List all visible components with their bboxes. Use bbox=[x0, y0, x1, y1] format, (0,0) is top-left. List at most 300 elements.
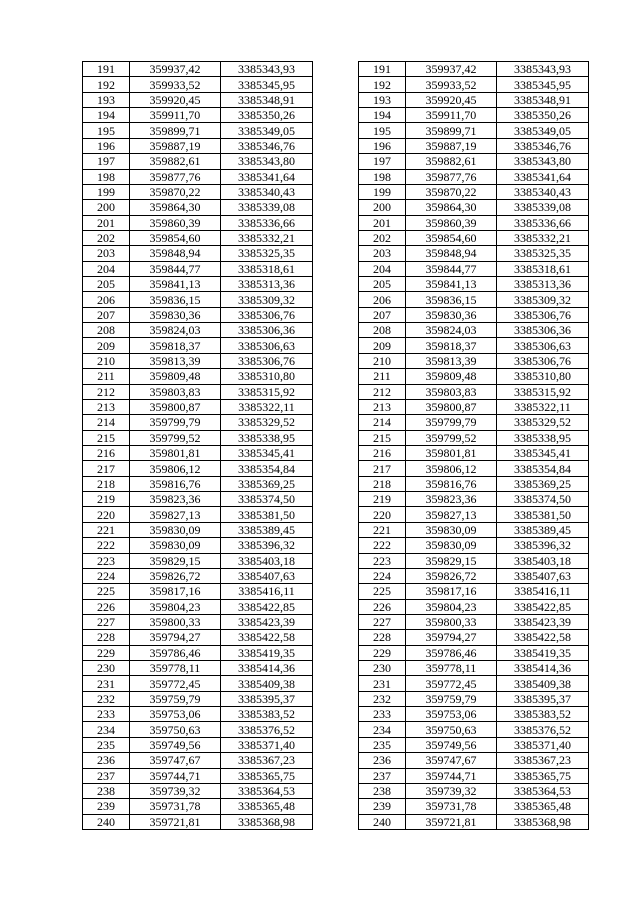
table-row bbox=[83, 138, 589, 153]
table-row bbox=[83, 92, 589, 107]
right-y-coordinate: 3385325,35 bbox=[497, 246, 589, 261]
left-y-coordinate: 3385365,48 bbox=[221, 799, 313, 814]
right-y-coordinate: 3385348,91 bbox=[497, 92, 589, 107]
left-point-number: 230 bbox=[83, 661, 130, 676]
left-point-number: 220 bbox=[83, 507, 130, 522]
table-row bbox=[83, 445, 589, 460]
table-row bbox=[83, 645, 589, 660]
left-y-coordinate: 3385409,38 bbox=[221, 676, 313, 691]
left-x-coordinate: 359836,15 bbox=[130, 292, 221, 307]
column-gap bbox=[313, 62, 359, 77]
right-x-coordinate: 359854,60 bbox=[406, 230, 497, 245]
right-y-coordinate: 3385350,26 bbox=[497, 108, 589, 123]
right-y-coordinate: 3385368,98 bbox=[497, 814, 589, 829]
left-point-number: 202 bbox=[83, 230, 130, 245]
right-x-coordinate: 359824,03 bbox=[406, 323, 497, 338]
column-gap bbox=[313, 338, 359, 353]
left-x-coordinate: 359731,78 bbox=[130, 799, 221, 814]
left-y-coordinate: 3385340,43 bbox=[221, 184, 313, 199]
right-x-coordinate: 359860,39 bbox=[406, 215, 497, 230]
column-gap bbox=[313, 154, 359, 169]
table-row bbox=[83, 230, 589, 245]
left-point-number: 194 bbox=[83, 108, 130, 123]
right-point-number: 207 bbox=[359, 307, 406, 322]
right-y-coordinate: 3385354,84 bbox=[497, 461, 589, 476]
right-y-coordinate: 3385381,50 bbox=[497, 507, 589, 522]
left-y-coordinate: 3385343,80 bbox=[221, 154, 313, 169]
right-point-number: 231 bbox=[359, 676, 406, 691]
right-y-coordinate: 3385414,36 bbox=[497, 661, 589, 676]
left-point-number: 222 bbox=[83, 538, 130, 553]
left-y-coordinate: 3385336,66 bbox=[221, 215, 313, 230]
right-point-number: 202 bbox=[359, 230, 406, 245]
left-x-coordinate: 359848,94 bbox=[130, 246, 221, 261]
table-row bbox=[83, 77, 589, 92]
table-row bbox=[83, 783, 589, 798]
right-x-coordinate: 359920,45 bbox=[406, 92, 497, 107]
right-point-number: 220 bbox=[359, 507, 406, 522]
left-point-number: 236 bbox=[83, 753, 130, 768]
right-x-coordinate: 359841,13 bbox=[406, 277, 497, 292]
left-x-coordinate: 359747,67 bbox=[130, 753, 221, 768]
column-gap bbox=[313, 645, 359, 660]
right-y-coordinate: 3385336,66 bbox=[497, 215, 589, 230]
column-gap bbox=[313, 476, 359, 491]
right-x-coordinate: 359829,15 bbox=[406, 553, 497, 568]
right-x-coordinate: 359844,77 bbox=[406, 261, 497, 276]
table-row bbox=[83, 722, 589, 737]
left-y-coordinate: 3385346,76 bbox=[221, 138, 313, 153]
left-x-coordinate: 359826,72 bbox=[130, 568, 221, 583]
right-y-coordinate: 3385313,36 bbox=[497, 277, 589, 292]
left-x-coordinate: 359809,48 bbox=[130, 369, 221, 384]
left-x-coordinate: 359801,81 bbox=[130, 445, 221, 460]
column-gap bbox=[313, 92, 359, 107]
right-y-coordinate: 3385346,76 bbox=[497, 138, 589, 153]
right-y-coordinate: 3385419,35 bbox=[497, 645, 589, 660]
right-point-number: 230 bbox=[359, 661, 406, 676]
table-row bbox=[83, 522, 589, 537]
left-y-coordinate: 3385414,36 bbox=[221, 661, 313, 676]
right-x-coordinate: 359817,16 bbox=[406, 584, 497, 599]
right-point-number: 222 bbox=[359, 538, 406, 553]
left-x-coordinate: 359920,45 bbox=[130, 92, 221, 107]
left-x-coordinate: 359827,13 bbox=[130, 507, 221, 522]
left-y-coordinate: 3385416,11 bbox=[221, 584, 313, 599]
right-point-number: 217 bbox=[359, 461, 406, 476]
right-y-coordinate: 3385345,41 bbox=[497, 445, 589, 460]
left-point-number: 218 bbox=[83, 476, 130, 491]
right-point-number: 216 bbox=[359, 445, 406, 460]
left-point-number: 193 bbox=[83, 92, 130, 107]
left-y-coordinate: 3385306,76 bbox=[221, 307, 313, 322]
right-point-number: 200 bbox=[359, 200, 406, 215]
right-y-coordinate: 3385343,93 bbox=[497, 62, 589, 77]
left-y-coordinate: 3385354,84 bbox=[221, 461, 313, 476]
table-row bbox=[83, 507, 589, 522]
right-x-coordinate: 359801,81 bbox=[406, 445, 497, 460]
table-row bbox=[83, 154, 589, 169]
right-x-coordinate: 359848,94 bbox=[406, 246, 497, 261]
left-y-coordinate: 3385403,18 bbox=[221, 553, 313, 568]
table-row bbox=[83, 384, 589, 399]
right-y-coordinate: 3385332,21 bbox=[497, 230, 589, 245]
table-row bbox=[83, 768, 589, 783]
right-point-number: 218 bbox=[359, 476, 406, 491]
right-y-coordinate: 3385306,76 bbox=[497, 307, 589, 322]
table-row bbox=[83, 108, 589, 123]
right-point-number: 191 bbox=[359, 62, 406, 77]
column-gap bbox=[313, 538, 359, 553]
left-point-number: 197 bbox=[83, 154, 130, 169]
left-y-coordinate: 3385423,39 bbox=[221, 614, 313, 629]
right-x-coordinate: 359747,67 bbox=[406, 753, 497, 768]
right-point-number: 219 bbox=[359, 492, 406, 507]
left-point-number: 237 bbox=[83, 768, 130, 783]
left-point-number: 228 bbox=[83, 630, 130, 645]
column-gap bbox=[313, 737, 359, 752]
left-point-number: 206 bbox=[83, 292, 130, 307]
right-x-coordinate: 359877,76 bbox=[406, 169, 497, 184]
right-x-coordinate: 359778,11 bbox=[406, 661, 497, 676]
left-point-number: 195 bbox=[83, 123, 130, 138]
left-y-coordinate: 3385343,93 bbox=[221, 62, 313, 77]
left-y-coordinate: 3385369,25 bbox=[221, 476, 313, 491]
right-x-coordinate: 359899,71 bbox=[406, 123, 497, 138]
left-point-number: 238 bbox=[83, 783, 130, 798]
right-point-number: 212 bbox=[359, 384, 406, 399]
left-x-coordinate: 359818,37 bbox=[130, 338, 221, 353]
left-x-coordinate: 359772,45 bbox=[130, 676, 221, 691]
right-x-coordinate: 359803,83 bbox=[406, 384, 497, 399]
right-y-coordinate: 3385349,05 bbox=[497, 123, 589, 138]
right-x-coordinate: 359794,27 bbox=[406, 630, 497, 645]
right-x-coordinate: 359870,22 bbox=[406, 184, 497, 199]
right-y-coordinate: 3385369,25 bbox=[497, 476, 589, 491]
column-gap bbox=[313, 630, 359, 645]
right-y-coordinate: 3385329,52 bbox=[497, 415, 589, 430]
column-gap bbox=[313, 461, 359, 476]
left-y-coordinate: 3385325,35 bbox=[221, 246, 313, 261]
table-row bbox=[83, 630, 589, 645]
right-point-number: 210 bbox=[359, 353, 406, 368]
left-point-number: 211 bbox=[83, 369, 130, 384]
right-x-coordinate: 359864,30 bbox=[406, 200, 497, 215]
left-point-number: 205 bbox=[83, 277, 130, 292]
left-y-coordinate: 3385381,50 bbox=[221, 507, 313, 522]
coordinates-table bbox=[82, 61, 589, 830]
left-point-number: 213 bbox=[83, 399, 130, 414]
left-y-coordinate: 3385306,76 bbox=[221, 353, 313, 368]
left-y-coordinate: 3385368,98 bbox=[221, 814, 313, 829]
left-y-coordinate: 3385383,52 bbox=[221, 707, 313, 722]
right-x-coordinate: 359827,13 bbox=[406, 507, 497, 522]
right-point-number: 196 bbox=[359, 138, 406, 153]
column-gap bbox=[313, 430, 359, 445]
left-y-coordinate: 3385367,23 bbox=[221, 753, 313, 768]
left-x-coordinate: 359721,81 bbox=[130, 814, 221, 829]
table-row bbox=[83, 568, 589, 583]
column-gap bbox=[313, 292, 359, 307]
right-point-number: 197 bbox=[359, 154, 406, 169]
right-x-coordinate: 359809,48 bbox=[406, 369, 497, 384]
left-point-number: 196 bbox=[83, 138, 130, 153]
left-x-coordinate: 359739,32 bbox=[130, 783, 221, 798]
left-point-number: 207 bbox=[83, 307, 130, 322]
table-row bbox=[83, 353, 589, 368]
left-point-number: 200 bbox=[83, 200, 130, 215]
table-row bbox=[83, 799, 589, 814]
right-x-coordinate: 359772,45 bbox=[406, 676, 497, 691]
table-row bbox=[83, 169, 589, 184]
table-row bbox=[83, 184, 589, 199]
column-gap bbox=[313, 246, 359, 261]
column-gap bbox=[313, 123, 359, 138]
left-point-number: 232 bbox=[83, 691, 130, 706]
column-gap bbox=[313, 783, 359, 798]
left-point-number: 214 bbox=[83, 415, 130, 430]
right-point-number: 226 bbox=[359, 599, 406, 614]
right-point-number: 229 bbox=[359, 645, 406, 660]
right-y-coordinate: 3385345,95 bbox=[497, 77, 589, 92]
column-gap bbox=[313, 261, 359, 276]
column-gap bbox=[313, 568, 359, 583]
left-point-number: 224 bbox=[83, 568, 130, 583]
right-x-coordinate: 359830,36 bbox=[406, 307, 497, 322]
left-y-coordinate: 3385407,63 bbox=[221, 568, 313, 583]
column-gap bbox=[313, 323, 359, 338]
column-gap bbox=[313, 707, 359, 722]
right-point-number: 215 bbox=[359, 430, 406, 445]
table-row bbox=[83, 323, 589, 338]
right-y-coordinate: 3385339,08 bbox=[497, 200, 589, 215]
left-x-coordinate: 359813,39 bbox=[130, 353, 221, 368]
right-y-coordinate: 3385306,76 bbox=[497, 353, 589, 368]
column-gap bbox=[313, 614, 359, 629]
table-row bbox=[83, 62, 589, 77]
left-x-coordinate: 359854,60 bbox=[130, 230, 221, 245]
table-row bbox=[83, 430, 589, 445]
column-gap bbox=[313, 691, 359, 706]
table-row bbox=[83, 814, 589, 829]
left-point-number: 221 bbox=[83, 522, 130, 537]
left-y-coordinate: 3385422,58 bbox=[221, 630, 313, 645]
column-gap bbox=[313, 138, 359, 153]
right-x-coordinate: 359823,36 bbox=[406, 492, 497, 507]
column-gap bbox=[313, 676, 359, 691]
column-gap bbox=[313, 768, 359, 783]
right-point-number: 203 bbox=[359, 246, 406, 261]
right-y-coordinate: 3385365,75 bbox=[497, 768, 589, 783]
right-x-coordinate: 359816,76 bbox=[406, 476, 497, 491]
left-x-coordinate: 359830,36 bbox=[130, 307, 221, 322]
left-point-number: 227 bbox=[83, 614, 130, 629]
right-y-coordinate: 3385403,18 bbox=[497, 553, 589, 568]
right-point-number: 209 bbox=[359, 338, 406, 353]
right-y-coordinate: 3385423,39 bbox=[497, 614, 589, 629]
right-y-coordinate: 3385365,48 bbox=[497, 799, 589, 814]
right-y-coordinate: 3385309,32 bbox=[497, 292, 589, 307]
left-x-coordinate: 359786,46 bbox=[130, 645, 221, 660]
left-point-number: 223 bbox=[83, 553, 130, 568]
right-point-number: 238 bbox=[359, 783, 406, 798]
left-y-coordinate: 3385374,50 bbox=[221, 492, 313, 507]
table-row bbox=[83, 538, 589, 553]
column-gap bbox=[313, 230, 359, 245]
left-point-number: 216 bbox=[83, 445, 130, 460]
left-y-coordinate: 3385315,92 bbox=[221, 384, 313, 399]
column-gap bbox=[313, 584, 359, 599]
left-y-coordinate: 3385338,95 bbox=[221, 430, 313, 445]
right-y-coordinate: 3385343,80 bbox=[497, 154, 589, 169]
right-point-number: 198 bbox=[359, 169, 406, 184]
right-y-coordinate: 3385310,80 bbox=[497, 369, 589, 384]
left-x-coordinate: 359799,52 bbox=[130, 430, 221, 445]
table-row bbox=[83, 737, 589, 752]
right-x-coordinate: 359830,09 bbox=[406, 522, 497, 537]
table-row bbox=[83, 369, 589, 384]
left-x-coordinate: 359778,11 bbox=[130, 661, 221, 676]
right-point-number: 211 bbox=[359, 369, 406, 384]
table-row bbox=[83, 476, 589, 491]
right-y-coordinate: 3385395,37 bbox=[497, 691, 589, 706]
right-y-coordinate: 3385422,58 bbox=[497, 630, 589, 645]
right-x-coordinate: 359804,23 bbox=[406, 599, 497, 614]
left-x-coordinate: 359841,13 bbox=[130, 277, 221, 292]
left-y-coordinate: 3385395,37 bbox=[221, 691, 313, 706]
right-x-coordinate: 359786,46 bbox=[406, 645, 497, 660]
left-y-coordinate: 3385365,75 bbox=[221, 768, 313, 783]
left-point-number: 240 bbox=[83, 814, 130, 829]
right-y-coordinate: 3385306,36 bbox=[497, 323, 589, 338]
left-y-coordinate: 3385349,05 bbox=[221, 123, 313, 138]
left-point-number: 210 bbox=[83, 353, 130, 368]
right-x-coordinate: 359800,33 bbox=[406, 614, 497, 629]
left-x-coordinate: 359877,76 bbox=[130, 169, 221, 184]
left-x-coordinate: 359804,23 bbox=[130, 599, 221, 614]
right-x-coordinate: 359882,61 bbox=[406, 154, 497, 169]
right-y-coordinate: 3385389,45 bbox=[497, 522, 589, 537]
right-y-coordinate: 3385371,40 bbox=[497, 737, 589, 752]
left-y-coordinate: 3385306,63 bbox=[221, 338, 313, 353]
left-x-coordinate: 359887,19 bbox=[130, 138, 221, 153]
table-row bbox=[83, 292, 589, 307]
left-y-coordinate: 3385364,53 bbox=[221, 783, 313, 798]
right-x-coordinate: 359739,32 bbox=[406, 783, 497, 798]
right-point-number: 224 bbox=[359, 568, 406, 583]
table-row bbox=[83, 200, 589, 215]
left-y-coordinate: 3385422,85 bbox=[221, 599, 313, 614]
right-y-coordinate: 3385396,32 bbox=[497, 538, 589, 553]
right-y-coordinate: 3385315,92 bbox=[497, 384, 589, 399]
right-x-coordinate: 359806,12 bbox=[406, 461, 497, 476]
right-y-coordinate: 3385318,61 bbox=[497, 261, 589, 276]
table-row bbox=[83, 661, 589, 676]
right-x-coordinate: 359721,81 bbox=[406, 814, 497, 829]
column-gap bbox=[313, 507, 359, 522]
left-x-coordinate: 359800,33 bbox=[130, 614, 221, 629]
left-point-number: 192 bbox=[83, 77, 130, 92]
left-point-number: 215 bbox=[83, 430, 130, 445]
left-y-coordinate: 3385376,52 bbox=[221, 722, 313, 737]
column-gap bbox=[313, 384, 359, 399]
table-row bbox=[83, 492, 589, 507]
right-point-number: 206 bbox=[359, 292, 406, 307]
right-x-coordinate: 359826,72 bbox=[406, 568, 497, 583]
coordinates-table-body bbox=[83, 62, 589, 830]
table-row bbox=[83, 338, 589, 353]
column-gap bbox=[313, 814, 359, 829]
left-x-coordinate: 359933,52 bbox=[130, 77, 221, 92]
right-point-number: 221 bbox=[359, 522, 406, 537]
column-gap bbox=[313, 307, 359, 322]
right-x-coordinate: 359887,19 bbox=[406, 138, 497, 153]
left-y-coordinate: 3385389,45 bbox=[221, 522, 313, 537]
right-point-number: 205 bbox=[359, 277, 406, 292]
right-x-coordinate: 359813,39 bbox=[406, 353, 497, 368]
right-x-coordinate: 359911,70 bbox=[406, 108, 497, 123]
left-point-number: 217 bbox=[83, 461, 130, 476]
left-point-number: 198 bbox=[83, 169, 130, 184]
right-x-coordinate: 359800,87 bbox=[406, 399, 497, 414]
left-y-coordinate: 3385306,36 bbox=[221, 323, 313, 338]
table-row bbox=[83, 584, 589, 599]
left-y-coordinate: 3385341,64 bbox=[221, 169, 313, 184]
right-x-coordinate: 359937,42 bbox=[406, 62, 497, 77]
left-point-number: 203 bbox=[83, 246, 130, 261]
right-x-coordinate: 359759,79 bbox=[406, 691, 497, 706]
right-x-coordinate: 359753,06 bbox=[406, 707, 497, 722]
column-gap bbox=[313, 753, 359, 768]
left-point-number: 233 bbox=[83, 707, 130, 722]
left-x-coordinate: 359759,79 bbox=[130, 691, 221, 706]
right-point-number: 225 bbox=[359, 584, 406, 599]
column-gap bbox=[313, 184, 359, 199]
table-row bbox=[83, 261, 589, 276]
right-x-coordinate: 359744,71 bbox=[406, 768, 497, 783]
right-y-coordinate: 3385416,11 bbox=[497, 584, 589, 599]
left-x-coordinate: 359823,36 bbox=[130, 492, 221, 507]
left-y-coordinate: 3385419,35 bbox=[221, 645, 313, 660]
left-point-number: 239 bbox=[83, 799, 130, 814]
column-gap bbox=[313, 77, 359, 92]
left-y-coordinate: 3385350,26 bbox=[221, 108, 313, 123]
left-x-coordinate: 359844,77 bbox=[130, 261, 221, 276]
right-x-coordinate: 359818,37 bbox=[406, 338, 497, 353]
left-point-number: 219 bbox=[83, 492, 130, 507]
right-point-number: 204 bbox=[359, 261, 406, 276]
left-y-coordinate: 3385345,95 bbox=[221, 77, 313, 92]
left-point-number: 226 bbox=[83, 599, 130, 614]
column-gap bbox=[313, 722, 359, 737]
right-x-coordinate: 359830,09 bbox=[406, 538, 497, 553]
column-gap bbox=[313, 415, 359, 430]
left-x-coordinate: 359800,87 bbox=[130, 399, 221, 414]
left-point-number: 225 bbox=[83, 584, 130, 599]
left-x-coordinate: 359899,71 bbox=[130, 123, 221, 138]
left-point-number: 231 bbox=[83, 676, 130, 691]
right-point-number: 195 bbox=[359, 123, 406, 138]
left-x-coordinate: 359799,79 bbox=[130, 415, 221, 430]
right-point-number: 235 bbox=[359, 737, 406, 752]
column-gap bbox=[313, 369, 359, 384]
right-point-number: 227 bbox=[359, 614, 406, 629]
right-point-number: 234 bbox=[359, 722, 406, 737]
left-point-number: 191 bbox=[83, 62, 130, 77]
right-y-coordinate: 3385409,38 bbox=[497, 676, 589, 691]
left-y-coordinate: 3385339,08 bbox=[221, 200, 313, 215]
table-row bbox=[83, 215, 589, 230]
